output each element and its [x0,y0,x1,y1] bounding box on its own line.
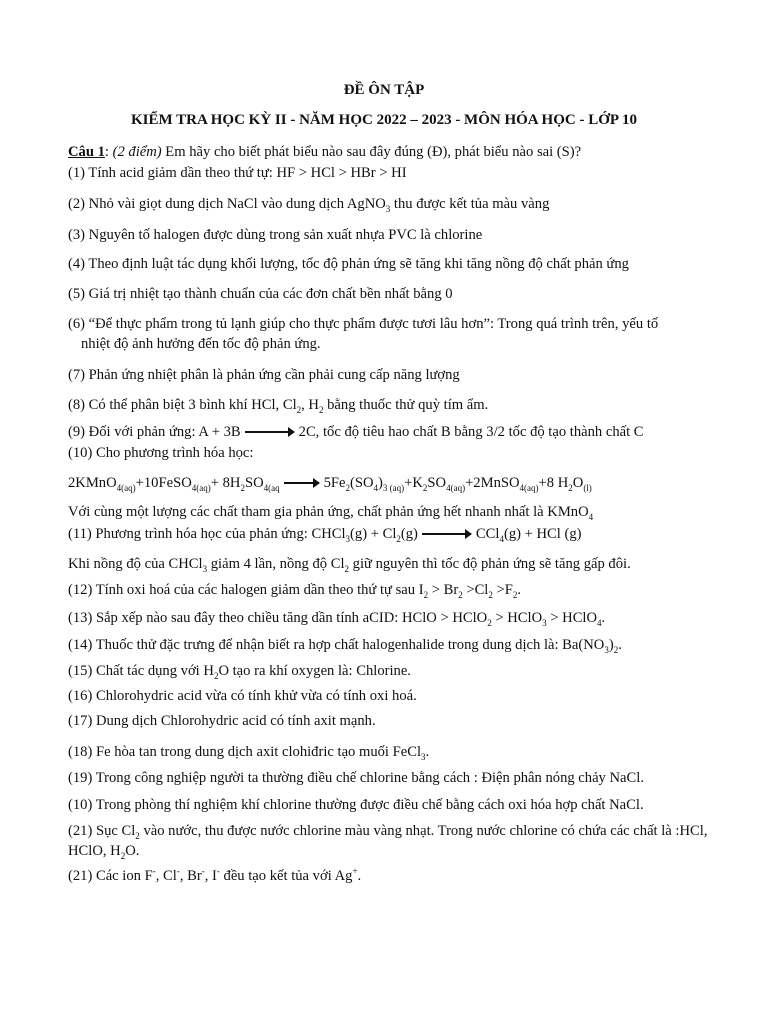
reaction-arrow-icon [284,482,318,484]
statement-10: (10) Cho phương trình hóa học: [68,445,254,461]
statement-13: (13) Sắp xếp nào sau đây theo chiều tăng dần tính aCID: HClO > HClO$_2$ > HClO$_3$ > HClO$_4$. [68,610,606,628]
question-prompt: Em hãy cho biết phát biểu nào sau đây đúng (Đ), phát biểu nào sai (S)? [161,144,582,160]
statement-22: (21) Các ion F-, Cl-, Br-, I- đều tạo kết tủa với Ag+. [68,866,362,884]
question-points: (2 điểm) [112,144,162,160]
statement-14: (14) Thuốc thử đặc trưng để nhận biết ra hợp chất halogenhalide trong dung dịch là: $Ba(NO_3)_2$. [68,637,622,655]
chemical-equation: 2KMnO$_{4(aq)}$+10FeSO$_{4(aq)}$+ $8H_2SO_{4(aq}$ $5Fe_2(SO_4)_{3 (aq)}+K_2SO_{4(aq)}+2MnSO_{4(aq)}+8$ $H_2O_{(l)}$ [68,475,592,493]
statement-1: (1) Tính acid giảm dần theo thứ tự: HF > HCl > HBr > HI [68,165,407,181]
statement-15: (15) Chất tác dụng với $H_2O$ tạo ra khí oxygen là: Chlorine. [68,663,411,681]
statement-21: (21) Sục $Cl_2$ vào nước, thu được nước chlorine màu vàng nhạt. Trong nước chlorine có chứa các chất là :HCl, HClO, $H_2O$. [68,823,708,861]
question-label: Câu 1 [68,144,105,160]
statement-11: (11) Phương trình hóa học của phản ứng: CHCl$_3$(g) + $Cl_2(g) CCl_4(g)$ + HCl (g) [68,526,582,544]
statement-4: (4) Theo định luật tác dụng khối lượng, tốc độ phản ứng sẽ tăng khi tăng nồng độ chất phản ứng [68,256,629,272]
statement-17: (17) Dung dịch Chlorohydric acid có tính axit mạnh. [68,713,376,729]
statement-2: (2) Nhỏ vài giọt dung dịch NaCl vào dung dịch AgNO$_3$ thu được kết tủa màu vàng [68,196,550,214]
statement-20: (10) Trong phòng thí nghiệm khí chlorine thường được điều chế bằng cách oxi hóa hợp chất NaCl. [68,797,644,813]
statement-9: (9) Đối với phản ứng: A + 3B 2C, tốc độ tiêu hao chất B bằng 3/2 tốc độ tạo thành chất C [68,424,644,440]
statement-8: (8) Có thể phân biệt 3 bình khí HCl, $Cl_2$, $H_2$ bằng thuốc thử quỳ tím ẩm. [68,397,489,415]
statement-5: (5) Giá trị nhiệt tạo thành chuẩn của các đơn chất bền nhất bằng 0 [68,286,453,302]
statement-11-condition: Khi nồng độ của CHCl$_3$ giảm 4 lần, nồng độ $Cl_2$ giữ nguyên thì tốc độ phản ứng sẽ tăng gấp đôi. [68,556,631,574]
document-title: ĐỀ ÔN TẬP [343,82,425,98]
statement-6: (6) “Để thực phẩm trong tủ lạnh giúp cho thực phẩm được tươi lâu hơn”: Trong quá trình trên, yếu tố nhiệt độ ảnh hưởng đến tốc độ phản ứng. [68,316,659,352]
question-header: Câu 1: (2 điểm) Em hãy cho biết phát biểu nào sau đây đúng (Đ), phát biểu nào sai (S)? [68,144,582,160]
statement-16: (16) Chlorohydric acid vừa có tính khử vừa có tính oxi hoá. [68,688,417,704]
statement-3: (3) Nguyên tố halogen được dùng trong sản xuất nhựa PVC là chlorine [68,227,483,243]
reaction-arrow-icon [245,431,293,433]
statement-19: (19) Trong công nghiệp người ta thường điều chế chlorine bằng cách : Điện phân nóng chảy NaCl. [68,770,644,786]
statement-7: (7) Phản ứng nhiệt phân là phản ứng cần phải cung cấp năng lượng [68,367,460,383]
statement-18: (18) Fe hòa tan trong dung dịch axit clohiđric tạo muối FeCl$_3$. [68,744,430,762]
statement-12: (12) Tính oxi hoá của các halogen giảm dần theo thứ tự sau $I_2 > Br_2 >Cl_2 >F_2$. [68,582,522,600]
reaction-arrow-icon [422,533,470,535]
document-subtitle: KIỂM TRA HỌC KỲ II - NĂM HỌC 2022 – 2023 - MÔN HÓA HỌC - LỚP 10 [131,112,637,128]
equation-condition: Với cùng một lượng các chất tham gia phản ứng, chất phản ứng hết nhanh nhất là KMnO$_4$ [68,504,594,522]
